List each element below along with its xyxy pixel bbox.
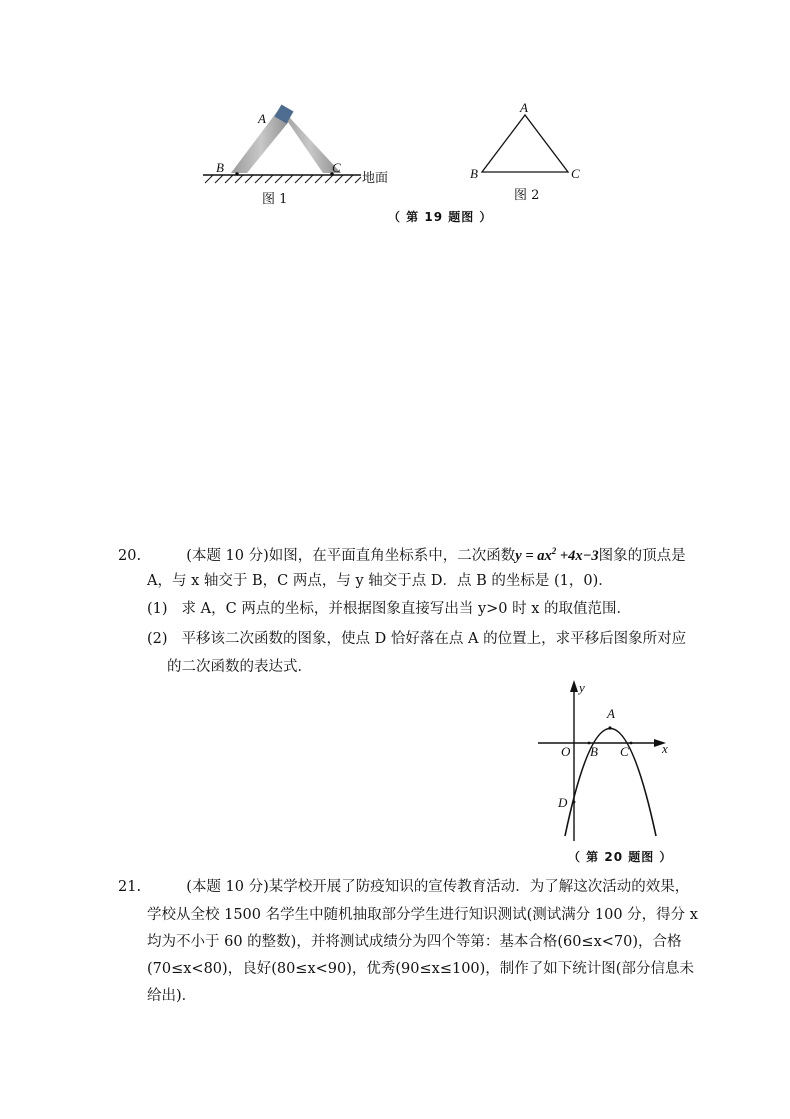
q20-equation: $y = ax^2 +4x-3$ <box>515 546 599 564</box>
q20-number: 20. <box>118 547 142 564</box>
q20-text-1b: 图象的顶点是 <box>598 547 686 564</box>
graph-label-o: O <box>561 744 571 759</box>
q20-sub-2 <box>147 629 686 649</box>
graph-label-y: y <box>579 680 585 695</box>
figure-1-ladder <box>195 95 430 215</box>
q20-sub-2-text: 平移该二次函数的图象，使点 D 恰好落在点 A 的位置上，求平移后图象所对应 <box>181 631 687 647</box>
ground-hatch <box>205 175 361 183</box>
q21-line-3: 均为不小于 60 的整数)，并将测试成绩分为四个等第：基本合格(60≤x<70)，合格 <box>147 934 682 950</box>
fig1-ground-label: 地面 <box>362 171 389 186</box>
q20-sub-1-text: 求 A，C 两点的坐标，并根据图象直接写出当 y>0 时 x 的取值范围． <box>181 601 632 617</box>
q20-line-1 <box>118 541 686 566</box>
fig1-label-a: A <box>258 111 266 126</box>
fig1-label-b: B <box>216 160 224 175</box>
q21-number: 21. <box>118 879 142 895</box>
q21-score: (本题 10 分) <box>186 879 269 895</box>
y-axis-arrow <box>570 680 578 692</box>
q21-text-1: 某学校开展了防疫知识的宣传教育活动．为了解这次活动的效果， <box>268 879 690 895</box>
q19-figure-caption: （ 第 19 题图 ） <box>388 210 493 224</box>
graph-label-d: D <box>558 795 568 810</box>
graph-label-c: C <box>620 744 629 759</box>
q20-score: (本题 10 分) <box>186 547 269 564</box>
fig2-caption: 图 2 <box>514 188 540 203</box>
q20-text-1a: 如图，在平面直角坐标系中，二次函数 <box>268 547 516 564</box>
q20-sub-2-number: (2) <box>147 631 168 647</box>
graph-label-x: x <box>662 741 668 756</box>
graph-label-b: B <box>590 744 598 759</box>
fig2-label-c: C <box>571 166 580 181</box>
graph-label-a: A <box>607 706 615 721</box>
q20-line-2: A，与 x 轴交于 B，C 两点，与 y 轴交于点 D．点 B 的坐标是 (1，0)． <box>147 573 613 589</box>
q21-line-4: (70≤x<80)，良好(80≤x<90)，优秀(90≤x≤100)，制作了如下统计图(部分信息未 <box>147 961 694 977</box>
fig1-label-c: C <box>332 160 341 175</box>
fig1-caption: 图 1 <box>262 192 288 207</box>
q20-figure-caption: （ 第 20 题图 ） <box>568 850 673 864</box>
q20-sub-1-number: (1) <box>147 601 168 617</box>
q21-line-2: 学校从全校 1500 名学生中随机抽取部分学生进行知识测试(测试满分 100 分，得分 x <box>147 907 698 923</box>
q21-line-5: 给出)． <box>147 988 197 1004</box>
fig2-label-a: A <box>520 100 528 115</box>
q20-parabola-graph <box>532 676 677 841</box>
q21-line-1 <box>118 877 689 897</box>
q20-sub-2-cont: 的二次函数的表达式． <box>167 659 312 675</box>
parabola-curve <box>565 729 656 837</box>
fig2-label-b: B <box>470 166 478 181</box>
q20-sub-1 <box>147 599 631 619</box>
